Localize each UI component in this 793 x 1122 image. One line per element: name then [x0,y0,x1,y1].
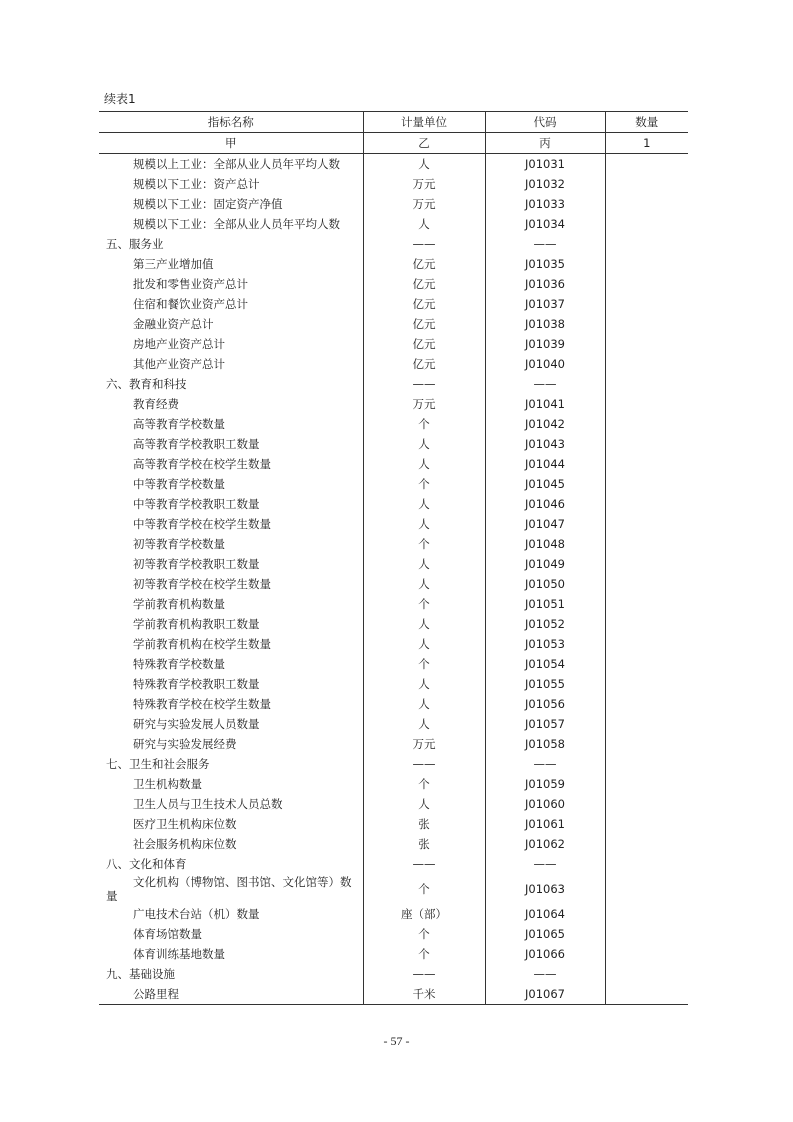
code-cell: J01055 [485,674,605,694]
quantity-cell [605,154,688,175]
indicator-name: 初等教育学校教职工数量 [133,557,260,571]
quantity-cell [605,434,688,454]
table-row [99,834,688,854]
table-row [99,434,688,454]
page-number: - 57 - [383,1034,410,1048]
quantity-cell [605,874,688,904]
subheader-quantity: 1 [605,133,688,154]
table-row [99,734,688,754]
code-cell: J01065 [485,924,605,944]
table-row [99,874,688,904]
table-row [99,794,688,814]
code-cell: J01035 [485,254,605,274]
quantity-cell [605,734,688,754]
quantity-cell [605,354,688,374]
table-row [99,574,688,594]
code-cell: J01049 [485,554,605,574]
quantity-cell [605,814,688,834]
quantity-cell [605,554,688,574]
table-row [99,984,688,1005]
quantity-cell [605,984,688,1005]
quantity-cell [605,594,688,614]
quantity-cell [605,794,688,814]
unit-cell: —— [363,964,485,984]
unit-cell: 人 [363,634,485,654]
indicator-name: 社会服务机构床位数 [133,837,237,851]
code-cell: J01038 [485,314,605,334]
table-row [99,314,688,334]
header-unit: 计量单位 [363,112,485,133]
quantity-cell [605,374,688,394]
code-cell: J01056 [485,694,605,714]
unit-cell: —— [363,374,485,394]
indicator-name: 批发和零售业资产总计 [133,277,248,291]
code-cell: J01059 [485,774,605,794]
quantity-cell [605,514,688,534]
code-cell: J01064 [485,904,605,924]
code-cell: J01066 [485,944,605,964]
quantity-cell [605,194,688,214]
code-cell: J01045 [485,474,605,494]
quantity-cell [605,944,688,964]
code-cell: J01032 [485,174,605,194]
indicator-name: 卫生人员与卫生技术人员总数 [133,797,283,811]
indicator-name: 公路里程 [133,987,179,1001]
table-row [99,194,688,214]
table-row [99,694,688,714]
indicator-name: 规模以下工业：固定资产净值 [133,197,283,211]
quantity-cell [605,274,688,294]
header-indicator-name: 指标名称 [99,112,363,133]
indicator-name: 学前教育机构在校学生数量 [133,637,271,651]
subheader-name: 甲 [99,133,363,154]
code-cell: J01050 [485,574,605,594]
indicator-name: 特殊教育学校在校学生数量 [133,697,271,711]
indicator-name: 体育训练基地数量 [133,947,225,961]
table-row [99,554,688,574]
quantity-cell [605,904,688,924]
code-cell: J01042 [485,414,605,434]
table-row [99,254,688,274]
code-cell: J01051 [485,594,605,614]
indicator-name: 其他产业资产总计 [133,357,225,371]
continuation-label: 续表1 [104,92,136,106]
unit-cell: 人 [363,214,485,234]
subheader-unit: 乙 [363,133,485,154]
indicator-name: 房地产业资产总计 [133,337,225,351]
unit-cell: 张 [363,834,485,854]
quantity-cell [605,534,688,554]
code-cell: —— [485,854,605,874]
indicator-name: 中等教育学校数量 [133,477,225,491]
header-code: 代码 [485,112,605,133]
unit-cell: 张 [363,814,485,834]
code-cell: J01036 [485,274,605,294]
code-cell: J01062 [485,834,605,854]
code-cell: J01063 [485,874,605,904]
table-row [99,454,688,474]
unit-cell: 人 [363,674,485,694]
unit-cell: 万元 [363,734,485,754]
header-quantity: 数量 [605,112,688,133]
section-row [99,374,688,394]
table-row [99,814,688,834]
indicator-name: 五、服务业 [106,237,164,251]
table-row [99,904,688,924]
unit-cell: 人 [363,694,485,714]
unit-cell: 人 [363,574,485,594]
table-row [99,474,688,494]
code-cell: J01031 [485,154,605,175]
unit-cell: 人 [363,714,485,734]
quantity-cell [605,294,688,314]
indicator-table [99,111,688,1005]
unit-cell: 万元 [363,394,485,414]
table-row [99,944,688,964]
quantity-cell [605,774,688,794]
indicator-name: 文化机构（博物馆、图书馆、文化馆等）数量 [106,875,352,903]
indicator-name: 规模以下工业：全部从业人员年平均人数 [133,217,340,231]
table-row [99,514,688,534]
unit-cell: —— [363,234,485,254]
table-row [99,414,688,434]
table-row [99,614,688,634]
indicator-name: 第三产业增加值 [133,257,214,271]
unit-cell: 个 [363,774,485,794]
indicator-name: 教育经费 [133,397,179,411]
unit-cell: 亿元 [363,294,485,314]
code-cell: J01052 [485,614,605,634]
indicator-name: 特殊教育学校数量 [133,657,225,671]
code-cell: J01060 [485,794,605,814]
code-cell: —— [485,234,605,254]
code-cell: —— [485,754,605,774]
unit-cell: 亿元 [363,354,485,374]
unit-cell: 个 [363,414,485,434]
quantity-cell [605,314,688,334]
table-row [99,494,688,514]
quantity-cell [605,254,688,274]
indicator-name: 高等教育学校数量 [133,417,225,431]
code-cell: —— [485,374,605,394]
quantity-cell [605,234,688,254]
quantity-cell [605,654,688,674]
code-cell: —— [485,964,605,984]
table-body [99,154,688,1005]
table-row [99,714,688,734]
code-cell: J01033 [485,194,605,214]
table-row [99,354,688,374]
code-cell: J01044 [485,454,605,474]
quantity-cell [605,334,688,354]
table-row [99,294,688,314]
unit-cell: 亿元 [363,254,485,274]
indicator-name: 卫生机构数量 [133,777,202,791]
section-row [99,964,688,984]
code-cell: J01057 [485,714,605,734]
table-row [99,154,688,175]
unit-cell: 人 [363,454,485,474]
table-header-row [99,112,688,133]
indicator-name: 广电技术台站（机）数量 [133,907,260,921]
table-row [99,274,688,294]
unit-cell: 个 [363,654,485,674]
unit-cell: 人 [363,434,485,454]
unit-cell: 人 [363,514,485,534]
quantity-cell [605,694,688,714]
indicator-name: 金融业资产总计 [133,317,214,331]
indicator-name: 规模以上工业：全部从业人员年平均人数 [133,157,340,171]
quantity-cell [605,964,688,984]
indicator-name: 七、卫生和社会服务 [106,757,210,771]
code-cell: J01048 [485,534,605,554]
indicator-name: 学前教育机构教职工数量 [133,617,260,631]
code-cell: J01034 [485,214,605,234]
indicator-name: 医疗卫生机构床位数 [133,817,237,831]
section-row [99,754,688,774]
code-cell: J01061 [485,814,605,834]
unit-cell: 亿元 [363,334,485,354]
indicator-name: 六、教育和科技 [106,377,187,391]
code-cell: J01041 [485,394,605,414]
quantity-cell [605,714,688,734]
indicator-name: 初等教育学校数量 [133,537,225,551]
code-cell: J01043 [485,434,605,454]
table-row [99,634,688,654]
quantity-cell [605,174,688,194]
indicator-name: 体育场馆数量 [133,927,202,941]
indicator-name: 高等教育学校教职工数量 [133,437,260,451]
indicator-name: 八、文化和体育 [106,857,187,871]
quantity-cell [605,854,688,874]
table-row [99,334,688,354]
quantity-cell [605,494,688,514]
unit-cell: 人 [363,494,485,514]
quantity-cell [605,474,688,494]
table-row [99,534,688,554]
section-row [99,854,688,874]
indicator-name: 特殊教育学校教职工数量 [133,677,260,691]
unit-cell: 个 [363,944,485,964]
table-row [99,174,688,194]
code-cell: J01067 [485,984,605,1005]
unit-cell: 千米 [363,984,485,1005]
indicator-name: 中等教育学校在校学生数量 [133,517,271,531]
indicator-name: 高等教育学校在校学生数量 [133,457,271,471]
table-row [99,774,688,794]
code-cell: J01053 [485,634,605,654]
quantity-cell [605,214,688,234]
unit-cell: 个 [363,594,485,614]
quantity-cell [605,394,688,414]
quantity-cell [605,454,688,474]
quantity-cell [605,674,688,694]
quantity-cell [605,574,688,594]
code-cell: J01058 [485,734,605,754]
indicator-name: 学前教育机构数量 [133,597,225,611]
indicator-name: 中等教育学校教职工数量 [133,497,260,511]
code-cell: J01046 [485,494,605,514]
unit-cell: 人 [363,154,485,175]
indicator-name: 初等教育学校在校学生数量 [133,577,271,591]
unit-cell: 万元 [363,174,485,194]
subheader-code: 丙 [485,133,605,154]
unit-cell: 亿元 [363,314,485,334]
quantity-cell [605,834,688,854]
code-cell: J01047 [485,514,605,534]
unit-cell: 人 [363,614,485,634]
table-row [99,654,688,674]
table-row [99,394,688,414]
unit-cell: 人 [363,554,485,574]
indicator-name: 住宿和餐饮业资产总计 [133,297,248,311]
unit-cell: 个 [363,474,485,494]
indicator-name: 九、基础设施 [106,967,175,981]
table-row [99,924,688,944]
unit-cell: 万元 [363,194,485,214]
unit-cell: 人 [363,794,485,814]
unit-cell: 亿元 [363,274,485,294]
quantity-cell [605,754,688,774]
quantity-cell [605,634,688,654]
code-cell: J01054 [485,654,605,674]
unit-cell: 个 [363,924,485,944]
unit-cell: —— [363,754,485,774]
indicator-name: 规模以下工业：资产总计 [133,177,260,191]
code-cell: J01040 [485,354,605,374]
unit-cell: 个 [363,874,485,904]
code-cell: J01039 [485,334,605,354]
table-row [99,594,688,614]
quantity-cell [605,614,688,634]
table-row [99,674,688,694]
code-cell: J01037 [485,294,605,314]
table-subheader-row [99,133,688,154]
indicator-name: 研究与实验发展经费 [133,737,237,751]
unit-cell: 座（部） [363,904,485,924]
indicator-name: 研究与实验发展人员数量 [133,717,260,731]
quantity-cell [605,924,688,944]
section-row [99,234,688,254]
table-row [99,214,688,234]
unit-cell: 个 [363,534,485,554]
quantity-cell [605,414,688,434]
unit-cell: —— [363,854,485,874]
